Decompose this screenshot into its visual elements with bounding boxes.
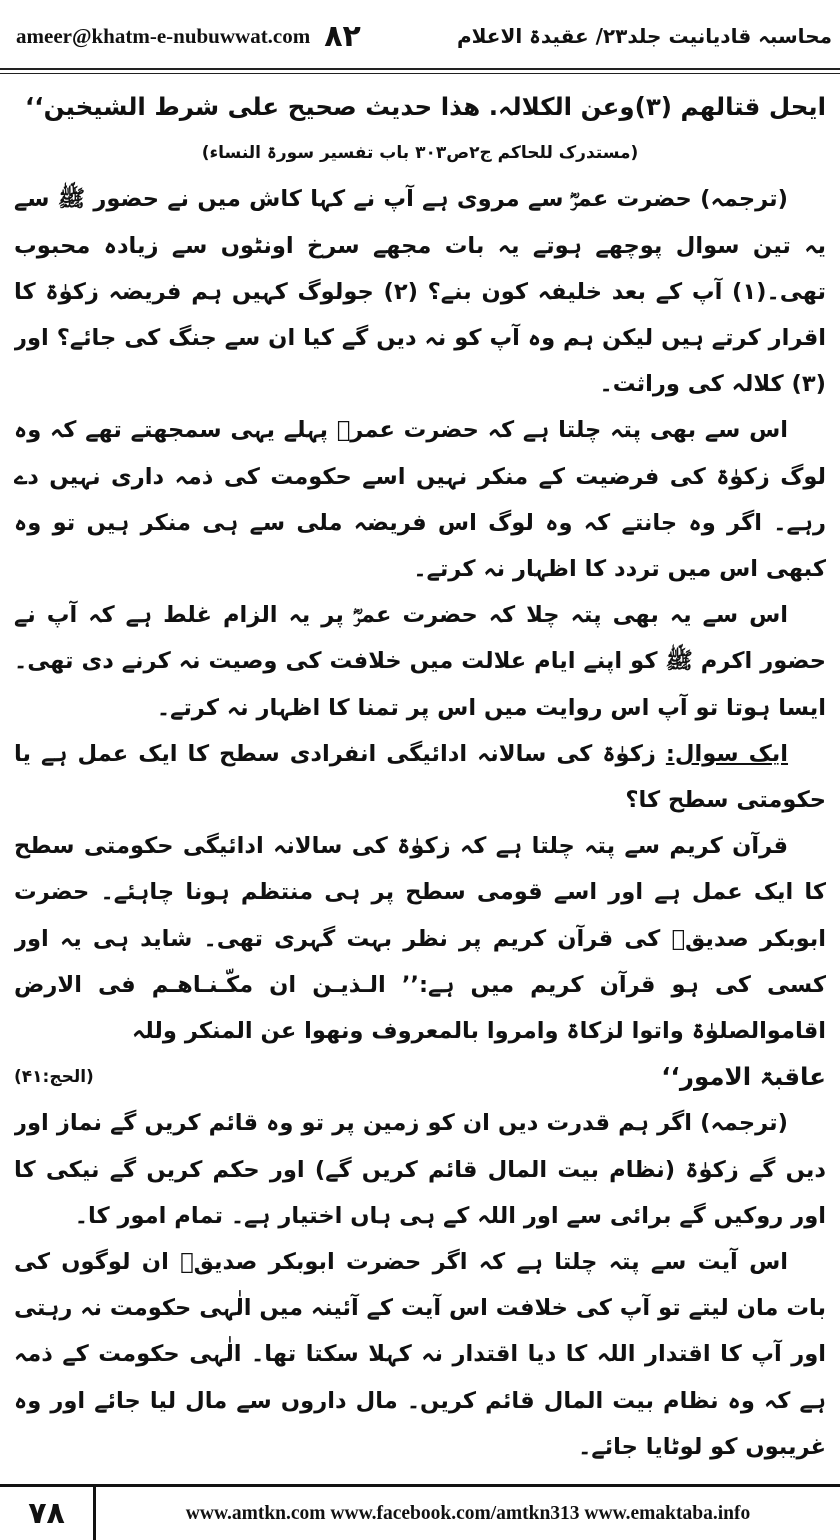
header-running-title: محاسبہ قادیانیت جلد۲۳/ عقیدۃ الاعلام: [456, 24, 832, 48]
commentary-paragraph-2: اس سے یہ بھی پتہ چلا کہ حضرت عمرؓ پر یہ الزام غلط ہے کہ آپ نے حضور اکرم ﷺ کو اپنے ایام علالت میں خلافت کی وصیت نہ کرنے دی تھی۔ ایسا ہوتا تو آپ اس روایت میں اس پر تمنا کا اظہار نہ کرتے۔: [14, 602, 826, 721]
header-email: ameer@khatm-e-nubuwwat.com: [16, 23, 311, 48]
header-page-number: ۸۲: [324, 18, 361, 54]
question-label: ایک سوال:: [665, 740, 789, 767]
quran-paragraph: قرآن کریم سے پتہ چلتا ہے کہ زکوٰۃ کی سالانہ ادائیگی حکومتی سطح کا ایک عمل ہے اور اسے قومی سطح پر ہی منتظم ہونا چاہئے۔ حضرت ابوبکر صدیقؓ کی قرآن کریم پر نظر بہت گہری تھی۔ شاید ہی یہ اور کسی کی ہو قرآن کریم میں ہے:’’ الـذیـن ان مکّـنـاھـم فی الارض اقاموالصلوٰۃ واتوا لزکاۃ وامروا بالمعروف ونھوا عن المنکر وللہ: [14, 833, 826, 1045]
question-text: زکوٰۃ کی سالانہ ادائیگی انفرادی سطح کا ایک عمل ہے یا حکومتی سطح کا؟: [14, 740, 826, 814]
header-rule-thin: [0, 73, 840, 74]
footer-page-number: ۷۸: [0, 1487, 96, 1540]
page-footer: [0, 1484, 840, 1540]
ayah-reference: (الحج:۴۱): [14, 1067, 94, 1088]
footer-links: www.amtkn.com www.facebook.com/amtkn313 www.emaktaba.info: [185, 1502, 751, 1524]
translation-paragraph: (ترجمہ) حضرت عمرؓ سے مروی ہے آپ نے کہا کاش میں نے حضور ﷺ سے یہ تین سوال پوچھے ہوتے یہ بات مجھے سرخ اونٹوں سے زیادہ محبوب تھی۔(۱) آپ کے بعد خلیفہ کون بنے؟ (۲) جولوگ کہیں ہم فریضہ زکوٰۃ کا اقرار کرتے ہیں لیکن ہم وہ آپ کو نہ دیں گے کیا ان سے جنگ کی جائے؟ اور (۳) کلالہ کی وراثت۔: [14, 186, 826, 398]
hadith-arabic-line: ایحل قتالھم (۳)وعن الکلالہ. ھذا حدیث صحیح علی شرط الشیخین‘‘: [24, 92, 826, 121]
header-rule: [0, 68, 840, 70]
question-paragraph: [14, 731, 826, 823]
ayah-ending-text: عاقبۃ الامور‘‘: [661, 1062, 826, 1092]
page-body: [14, 84, 826, 1470]
hadith-reference: (مستدرک للحاکم ج۲ص۳۰۳ باب تفسیر سورۃ النساء): [201, 143, 639, 164]
ayah-ending-line: [14, 1054, 826, 1100]
ayah-translation-paragraph: (ترجمہ) اگر ہم قدرت دیں ان کو زمین پر تو وہ قائم کریں گے نماز اور دیں گے زکوٰۃ (نظام بیت المال قائم کریں گے) اور حکم کریں گے نیکی کا اور روکیں گے برائی سے اور اللہ کے ہی ہاں اختیار ہے۔ تمام امور کا۔: [14, 1110, 826, 1229]
page-header: [0, 0, 840, 72]
conclusion-paragraph: اس آیت سے پتہ چلتا ہے کہ اگر حضرت ابوبکر صدیقؓ ان لوگوں کی بات مان لیتے تو آپ کی خلافت اس آیت کے آئینہ میں الٰہی حکومت نہ رہتی اور آپ کا اقتدار اللہ کا دیا اقتدار نہ کہلا سکتا تھا۔ الٰہی حکومت کے ذمہ ہے کہ وہ نظام بیت المال قائم کریں۔ مال داروں سے مال لیا جائے اور وہ غریبوں کو لوٹایا جائے۔: [14, 1249, 826, 1460]
header-left-group: [16, 19, 361, 54]
commentary-paragraph-1: اس سے بھی پتہ چلتا ہے کہ حضرت عمرؓ پہلے یہی سمجھتے تھے کہ وہ لوگ زکوٰۃ کی فرضیت کے منکر نہیں اسے حکومت کی ذمہ داری نہیں دے رہے۔ اگر وہ جانتے کہ وہ لوگ اس فریضہ ملی سے ہی منکر ہیں تو وہ کبھی اس میں تردد کا اظہار نہ کرتے۔: [14, 417, 826, 583]
